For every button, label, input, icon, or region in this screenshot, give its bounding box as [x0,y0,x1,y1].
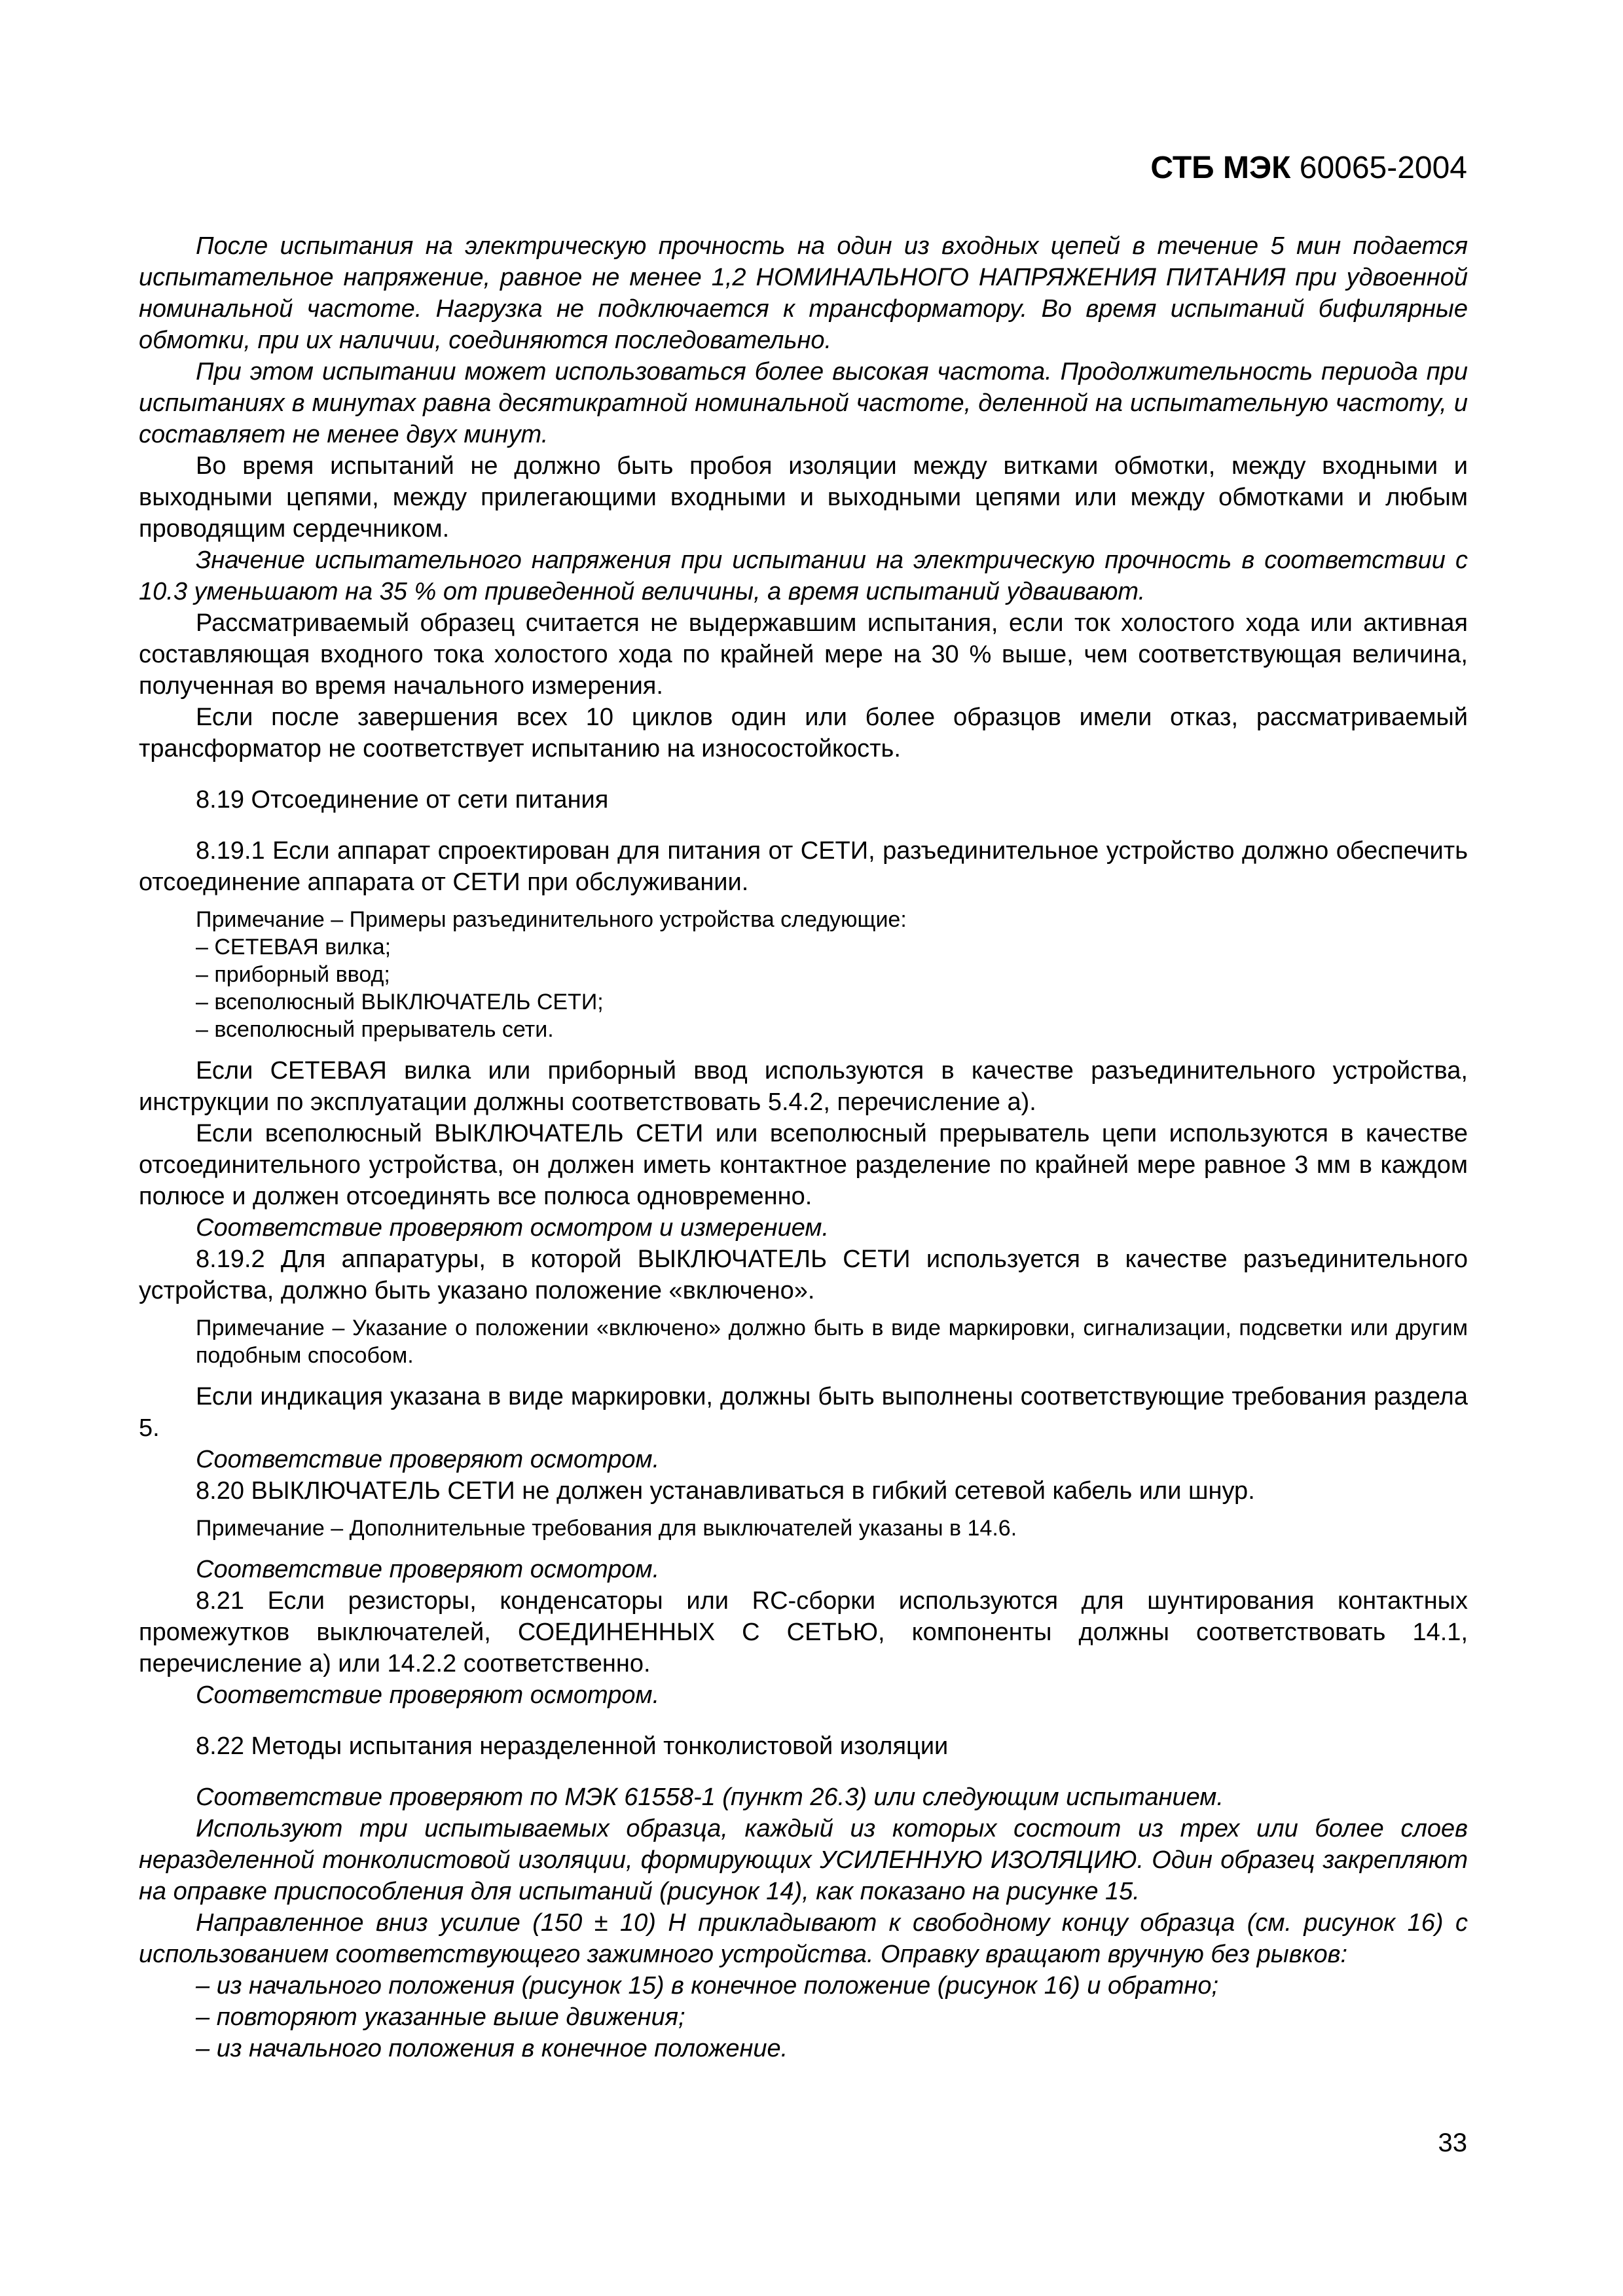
paragraph: 8.20 ВЫКЛЮЧАТЕЛЬ СЕТИ не должен устанавливаться в гибкий сетевой кабель или шнур. [196,1477,1255,1505]
document-body [139,230,1468,2064]
page-number: 33 [1438,2128,1467,2157]
paragraph: Если всеполюсный ВЫКЛЮЧАТЕЛЬ СЕТИ или всеполюсный прерыватель цепи используются в качестве отсоединительного устройства, он должен иметь контактное разделение по крайней мере равное 3 мм в каждом полюсе и должен отсоединять все полюса одновременно. [139,1120,1468,1210]
paragraph: Если после завершения всех 10 циклов один или более образцов имели отказ, рассматриваемый трансформатор не соответствует испытанию на износостойкость. [139,704,1468,762]
standard-number: 60065-2004 [1299,151,1467,185]
paragraph: 8.19.2 Для аппаратуры, в которой ВЫКЛЮЧАТЕЛЬ СЕТИ используется в качестве разъединительного устройства, должно быть указано положение «включено». [139,1246,1468,1304]
note-line: – приборный ввод; [196,962,390,987]
document-header [1150,149,1467,187]
paragraph: Соответствие проверяют осмотром. [196,1446,660,1473]
note-line: Примечание – Указание о положении «включено» должно быть в виде маркировки, сигнализации, подсветки или другим подобным способом. [196,1316,1468,1368]
section-heading: 8.19 Отсоединение от сети питания [196,786,609,814]
paragraph: Соответствие проверяют осмотром. [196,1556,660,1583]
list-item: – повторяют указанные выше движения; [196,2003,685,2031]
note-block [139,906,1468,1043]
note-line: Примечание – Примеры разъединительного устройства следующие: [196,907,907,932]
list-block [139,1970,1468,2064]
paragraph: Если индикация указана в виде маркировки, должны быть выполнены соответствующие требования раздела 5. [139,1383,1468,1442]
paragraph: Используют три испытываемых образца, каждый из которых состоит из трех или более слоев неразделенной тонколистовой изоляции, формирующих УСИЛЕННУЮ ИЗОЛЯЦИЮ. Один образец закрепляют на оправке приспособления для испытаний (рисунок 14), как показано на рисунке 15. [139,1815,1468,1905]
paragraph: После испытания на электрическую прочность на один из входных цепей в течение 5 мин подается испытательное напряжение, равное не менее 1,2 НОМИНАЛЬНОГО НАПРЯЖЕНИЯ ПИТАНИЯ при удвоенной номинальной частоте. Нагрузка не подключается к трансформатору. Во время испытаний бифилярные обмотки, при их наличии, соединяются последовательно. [139,232,1468,354]
paragraph: Соответствие проверяют осмотром и измерением. [196,1214,830,1242]
paragraph: Значение испытательного напряжения при испытании на электрическую прочность в соответствии с 10.3 уменьшают на 35 % от приведенной величины, а время испытаний удваивают. [139,547,1468,605]
paragraph: При этом испытании может использоваться более высокая частота. Продолжительность периода при испытаниях в минутах равна десятикратной номинальной частоте, деленной на испытательную частоту, и составляет не менее двух минут. [139,358,1468,448]
note-line: – СЕТЕВАЯ вилка; [196,935,392,960]
note-line: – всеполюсный ВЫКЛЮЧАТЕЛЬ СЕТИ; [196,990,604,1014]
paragraph: Рассматриваемый образец считается не выдержавшим испытания, если ток холостого хода или активная составляющая входного тока холостого хода по крайней мере на 30 % выше, чем соответствующая величина, полученная во время начального измерения. [139,609,1468,700]
note-line: – всеполюсный прерыватель сети. [196,1017,554,1042]
note-block [139,1314,1468,1369]
paragraph: Соответствие проверяют по МЭК 61558-1 (пункт 26.3) или следующим испытанием. [196,1784,1224,1811]
paragraph: Если СЕТЕВАЯ вилка или приборный ввод используются в качестве разъединительного устройства, инструкции по эксплуатации должны соответствовать 5.4.2, перечисление а). [139,1057,1468,1116]
list-item: – из начального положения (рисунок 15) в конечное положение (рисунок 16) и обратно; [196,1972,1219,2000]
paragraph: Во время испытаний не должно быть пробоя изоляции между витками обмотки, между входными и выходными цепями, между прилегающими входными и выходными цепями или между обмотками и любым проводящим сердечником. [139,452,1468,543]
paragraph: Направленное вниз усилие (150 ± 10) Н прикладывают к свободному концу образца (см. рисунок 16) с использованием соответствующего зажимного устройства. Оправку вращают вручную без рывков: [139,1909,1468,1968]
paragraph: 8.19.1 Если аппарат спроектирован для питания от СЕТИ, разъединительное устройство должно обеспечить отсоединение аппарата от СЕТИ при обслуживании. [139,837,1468,896]
section-heading: 8.22 Методы испытания неразделенной тонколистовой изоляции [196,1732,949,1760]
paragraph: Соответствие проверяют осмотром. [196,1681,660,1709]
note-line: Примечание – Дополнительные требования для выключателей указаны в 14.6. [196,1516,1017,1541]
paragraph: 8.21 Если резисторы, конденсаторы или RC-сборки используются для шунтирования контактных промежутков выключателей, СОЕДИНЕННЫХ С СЕТЬЮ, компоненты должны соответствовать 14.1, перечисление а) или 14.2.2 соответственно. [139,1587,1468,1677]
note-block [139,1515,1468,1542]
list-item: – из начального положения в конечное положение. [196,2035,788,2062]
standard-code: СТБ МЭК [1150,151,1291,185]
